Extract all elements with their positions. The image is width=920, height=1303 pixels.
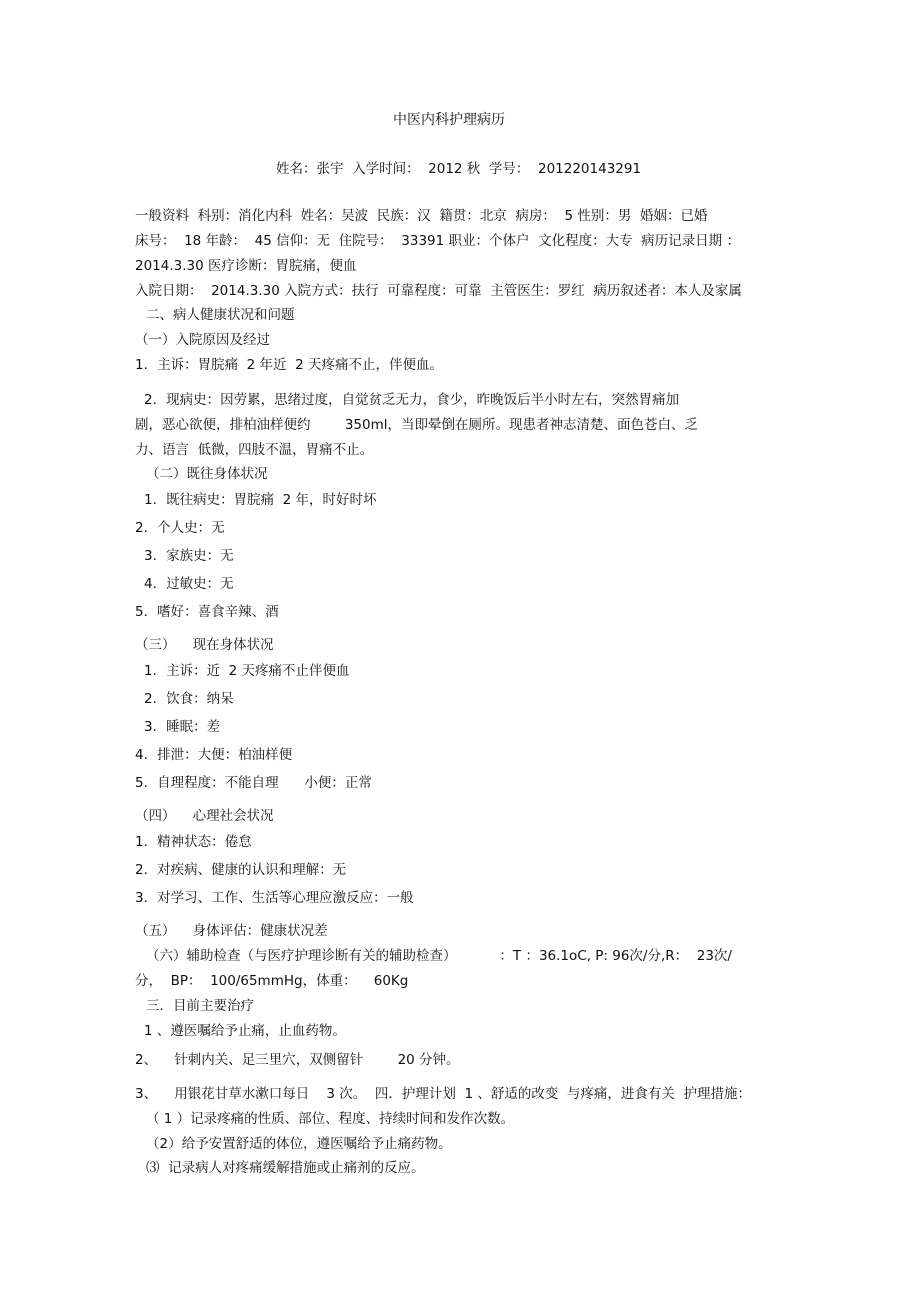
subsection-heading: （三） 现在身体状况 xyxy=(135,637,274,653)
subsection-heading: （二）既往身体状况 xyxy=(146,466,268,482)
subsection-heading: （一）入院原因及经过 xyxy=(135,332,270,348)
text-line: 分， BP： 100/65mmHg，体重： 60Kg xyxy=(135,973,409,989)
text-line: 2、 针刺内关、足三里穴，双侧留针 20 分钟。 xyxy=(135,1052,460,1068)
text-line: 5．嗜好：喜食辛辣、酒 xyxy=(135,604,279,620)
text-line: （2）给予安置舒适的体位，遵医嘱给予止痛药物。 xyxy=(146,1136,452,1152)
text-line: 1．主诉：胃脘痛 2 年近 2 天疼痛不止，伴便血。 xyxy=(135,357,444,373)
text-line: 2．个人史：无 xyxy=(135,520,225,536)
text-line: 2．饮食：纳呆 xyxy=(144,691,234,707)
text-line: 床号： 18 年龄： 45 信仰：无 住院号： 33391 职业：个体户 文化程度：大专 病历记录日期 ： xyxy=(135,233,740,249)
text-line: 力、语言 低微，四肢不温，胃痛不止。 xyxy=(135,442,374,458)
section-heading: 二、病人健康状况和问题 xyxy=(146,307,295,323)
text-line: 2014.3.30 医疗诊断：胃脘痛，便血 xyxy=(135,258,357,274)
text-line: 3、 用银花甘草水漱口每日 3 次。 四．护理计划 1 、舒适的改变 与疼痛，进食有关 护理措施： xyxy=(135,1086,752,1102)
text-line: 一般资料 科别：消化内科 姓名：吴波 民族：汉 籍贯：北京 病房： 5 性别：男 婚姻：已婚 xyxy=(135,208,708,224)
text-line: 5．自理程度：不能自理 小便：正常 xyxy=(135,775,372,791)
text-line: 1．精神状态：倦怠 xyxy=(135,834,252,850)
text-line: 4．排泄：大便：柏油样便 xyxy=(135,747,293,763)
text-line: 2．现病史：因劳累，思绪过度，自觉贫乏无力，食少，昨晚饭后半小时左右，突然胃痛加 xyxy=(144,392,680,408)
text-line: 4．过敏史：无 xyxy=(144,576,234,592)
student-info: 姓名：张宇 入学时间： 2012 秋 学号： 201220143291 xyxy=(276,161,642,177)
subsection-heading: （四） 心理社会状况 xyxy=(135,808,274,824)
section-heading: 三．目前主要治疗 xyxy=(146,998,254,1014)
text-line: 3．睡眠：差 xyxy=(144,719,221,735)
text-line: 剧，恶心欲便，排柏油样便约 350ml，当即晕倒在厕所。现患者神志清楚、面色苍白、乏 xyxy=(135,417,698,433)
text-line: 1．既往病史：胃脘痛 2 年，时好时坏 xyxy=(144,492,377,508)
document-title: 中医内科护理病历 xyxy=(393,112,505,128)
text-line: 1．主诉：近 2 天疼痛不止伴便血 xyxy=(144,663,350,679)
text-line: （六）辅助检查（与医疗护理诊断有关的辅助检查） ：T ：36.1oC, P: 96次/分,R： 23次/ xyxy=(146,948,732,964)
text-line: 入院日期： 2014.3.30 入院方式：扶行 可靠程度：可靠 主管医生：罗红 病历叙述者：本人及家属 xyxy=(135,283,742,299)
text-line: 2．对疾病、健康的认识和理解：无 xyxy=(135,862,347,878)
subsection-heading: （五） 身体评估：健康状况差 xyxy=(135,923,328,939)
text-line: 1 、遵医嘱给予止痛，止血药物。 xyxy=(144,1023,346,1039)
text-line: （ 1 ）记录疼痛的性质、部位、程度、持续时间和发作次数。 xyxy=(146,1111,515,1127)
text-line: 3．对学习、工作、生活等心理应激反应：一般 xyxy=(135,890,414,906)
text-line: ⑶ 记录病人对疼痛缓解措施或止痛剂的反应。 xyxy=(146,1160,425,1176)
text-line: 3．家族史：无 xyxy=(144,548,234,564)
